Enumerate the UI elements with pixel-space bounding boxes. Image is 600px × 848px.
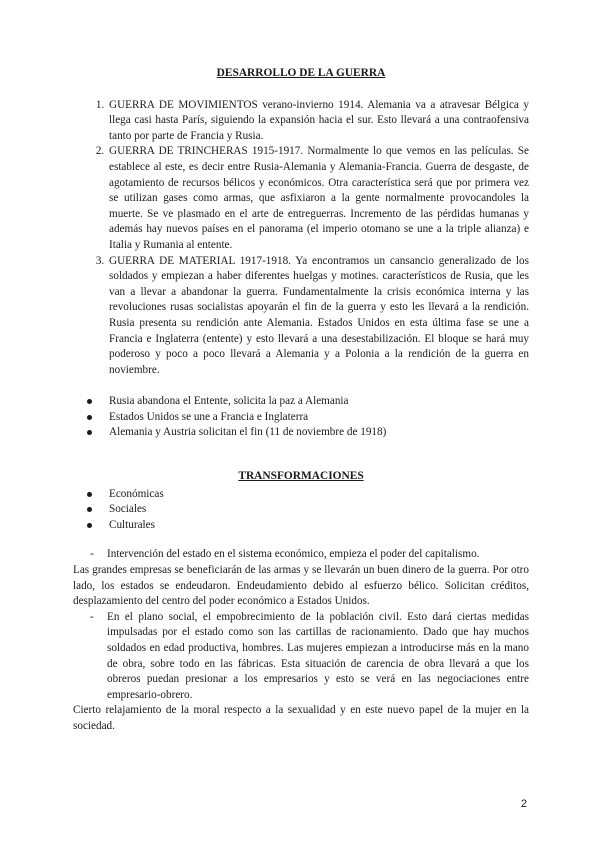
list-item (107, 502, 529, 518)
list-item (107, 410, 529, 426)
bullet-icon (87, 523, 92, 528)
bullet-text: Culturales (109, 518, 155, 531)
bullet-text: Estados Unidos se une a Francia e Inglaterra (109, 410, 309, 423)
bullet-list-transformaciones (73, 487, 529, 534)
list-item: 3. GUERRA DE MATERIAL 1917-1918. Ya encontramos un cansancio generalizado de los soldados y empiezan a haber diferentes huelgas y motines. característicos de Rusia, que les van a llevar a abandonar la guerra. Fundamentalmente la crisis económica interna y las revoluciones rusas socialistas apoyarán el fin de la guerra y esto les llevará a la rendición. Rusia presenta su rendición ante Alemania. Estados Unidos en esta última fase se une a Francia e Inglaterra (entente) y esto llevará a una desestabilización. El bloque se hará muy poderoso y poco a poco llevará a Alemania y a Polonia a la rendición de la guerra en noviembre. (107, 254, 529, 379)
bullet-list-summary (73, 394, 529, 441)
page-content (73, 66, 529, 735)
paragraph-cultura: Cierto relajamiento de la moral respecto a la sexualidad y en este nuevo papel de la mujer en la sociedad. (73, 704, 529, 732)
bullet-icon (87, 430, 92, 435)
bullet-icon (87, 415, 92, 420)
dash-item-economia (73, 547, 529, 563)
section-title-transformaciones: TRANSFORMACIONES (238, 470, 364, 483)
bullet-icon (87, 492, 92, 497)
numbered-list (73, 98, 529, 379)
dash-text: En el plano social, el empobrecimiento de la población civil. Esto dará ciertas medidas impulsadas por el estado como son las cartillas de racionamiento. Dado que hay muchos soldados en edad productiva, hombres. Las mujeres empiezan a introducirse más en la mano de obra, sobre todo en las fábricas. Esta situación de carencia de obra llevará a que los obreros puedan presionar a los empresarios y esto se verá en las negociaciones entre empresario-obrero. (107, 610, 529, 701)
dash-icon: - (90, 548, 94, 561)
list-item (107, 394, 529, 410)
bullet-text: Sociales (109, 503, 147, 516)
bullet-text: Alemania y Austria solicitan el fin (11 de noviembre de 1918) (109, 426, 387, 439)
paragraph-economia: Las grandes empresas se beneficiarán de las armas y se llevarán un buen dinero de la guerra. Por otro lado, los estados se endeudaron. Endeudamiento debido al esfuerzo bélico. Solicitan créditos, desplazamiento del centro del poder económico a Estados Unidos. (73, 564, 529, 608)
bullet-text: Económicas (109, 487, 164, 500)
list-item (107, 518, 529, 534)
list-item: 2. GUERRA DE TRINCHERAS 1915-1917. Normalmente lo que vemos en las películas. Se establece al este, es decir entre Rusia-Alemania y Alemania-Francia. Guerra de desgaste, de agotamiento de recursos bélicos y económicos. Otra característica será que por primera vez se utilizan gases como armas, que asfixiaron a la gente normalmente provocandoles la muerte. Se ve plasmado en el arte de entreguerras. Incremento de las pérdidas humanas y además hay nuevos países en el panorama (el imperio otomano se une a la triple alianza) e Italia y Rumania al entente. (107, 144, 529, 253)
list-item: 1. GUERRA DE MOVIMIENTOS verano-invierno 1914. Alemania va a atravesar Bélgica y llega casi hasta París, siguiendo la expansión hacia el sur. Esto llevará a una contraofensiva tanto por parte de Francia y Rusia. (107, 98, 529, 145)
dash-section (73, 547, 529, 734)
dash-item-social (73, 610, 529, 704)
page-number: 2 (520, 798, 527, 810)
list-item (107, 425, 529, 441)
bullet-icon (87, 507, 92, 512)
dash-text: Intervención del estado en el sistema económico, empieza el poder del capitalismo. (107, 548, 480, 561)
list-item (107, 487, 529, 503)
bullet-icon (87, 399, 92, 404)
dash-icon: - (90, 610, 94, 623)
section-title-desarrollo: DESARROLLO DE LA GUERRA (216, 67, 386, 79)
bullet-text: Rusia abandona el Entente, solicita la paz a Alemania (109, 395, 349, 408)
